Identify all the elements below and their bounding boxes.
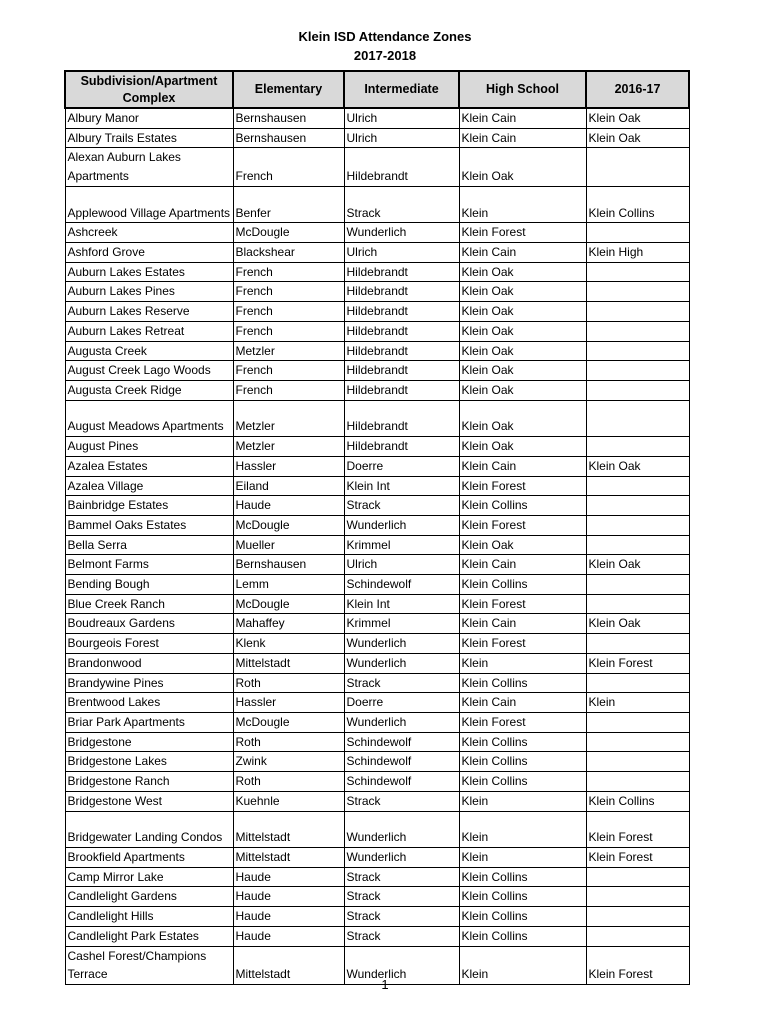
cell-intermediate: Strack <box>344 791 459 811</box>
cell-intermediate: Wunderlich <box>344 653 459 673</box>
cell-subdivision: August Pines <box>65 437 233 457</box>
cell-2016-17: Klein <box>586 693 689 713</box>
cell-subdivision: Bridgestone Lakes <box>65 752 233 772</box>
header-subdivision: Subdivision/Apartment Complex <box>65 71 233 108</box>
cell-intermediate: Schindewolf <box>344 772 459 792</box>
cell-elementary: Metzler <box>233 400 344 437</box>
cell-2016-17: Klein Oak <box>586 555 689 575</box>
cell-2016-17: Klein High <box>586 243 689 263</box>
cell-high-school: Klein Collins <box>459 732 586 752</box>
cell-intermediate: Klein Int <box>344 476 459 496</box>
cell-intermediate: Wunderlich <box>344 634 459 654</box>
cell-intermediate: Strack <box>344 496 459 516</box>
cell-intermediate: Strack <box>344 673 459 693</box>
table-row <box>65 380 689 400</box>
cell-high-school: Klein Cain <box>459 614 586 634</box>
table-row <box>65 223 689 243</box>
cell-subdivision: Brentwood Lakes <box>65 693 233 713</box>
cell-intermediate: Strack <box>344 867 459 887</box>
cell-elementary: French <box>233 361 344 381</box>
cell-intermediate: Klein Int <box>344 594 459 614</box>
cell-high-school: Klein Forest <box>459 634 586 654</box>
cell-elementary: Mittelstadt <box>233 653 344 673</box>
cell-subdivision: Augusta Creek <box>65 341 233 361</box>
cell-intermediate: Strack <box>344 907 459 927</box>
cell-subdivision: Alexan Auburn Lakes Apartments <box>65 148 233 186</box>
cell-high-school: Klein Collins <box>459 772 586 792</box>
cell-intermediate: Hildebrandt <box>344 302 459 322</box>
cell-subdivision: Bridgestone Ranch <box>65 772 233 792</box>
cell-subdivision: Candlelight Hills <box>65 907 233 927</box>
cell-2016-17 <box>586 148 689 186</box>
cell-intermediate: Strack <box>344 186 459 223</box>
cell-2016-17: Klein Oak <box>586 456 689 476</box>
cell-elementary: French <box>233 321 344 341</box>
cell-intermediate: Schindewolf <box>344 752 459 772</box>
cell-subdivision: Applewood Village Apartments <box>65 186 233 223</box>
cell-high-school: Klein Forest <box>459 515 586 535</box>
cell-high-school: Klein <box>459 811 586 848</box>
cell-high-school: Klein Oak <box>459 262 586 282</box>
cell-2016-17 <box>586 437 689 457</box>
cell-high-school: Klein Forest <box>459 223 586 243</box>
cell-subdivision: Boudreaux Gardens <box>65 614 233 634</box>
cell-subdivision: Bridgestone West <box>65 791 233 811</box>
cell-subdivision: Bourgeois Forest <box>65 634 233 654</box>
cell-high-school: Klein Forest <box>459 712 586 732</box>
cell-elementary: Metzler <box>233 437 344 457</box>
cell-elementary: Metzler <box>233 341 344 361</box>
cell-high-school: Klein <box>459 791 586 811</box>
header-2016-17: 2016-17 <box>586 71 689 108</box>
cell-high-school: Klein Collins <box>459 673 586 693</box>
table-row <box>65 186 689 223</box>
cell-intermediate: Ulrich <box>344 243 459 263</box>
cell-high-school: Klein Collins <box>459 907 586 927</box>
cell-2016-17 <box>586 282 689 302</box>
cell-subdivision: Bridgestone <box>65 732 233 752</box>
cell-elementary: Mueller <box>233 535 344 555</box>
table-row <box>65 791 689 811</box>
cell-intermediate: Ulrich <box>344 128 459 148</box>
cell-2016-17: Klein Collins <box>586 186 689 223</box>
cell-subdivision: Azalea Estates <box>65 456 233 476</box>
table-row <box>65 752 689 772</box>
header-high-school: High School <box>459 71 586 108</box>
table-row <box>65 594 689 614</box>
cell-subdivision: Candlelight Park Estates <box>65 926 233 946</box>
table-row <box>65 653 689 673</box>
cell-2016-17: Klein Oak <box>586 128 689 148</box>
cell-high-school: Klein Collins <box>459 926 586 946</box>
table-row <box>65 712 689 732</box>
table-row <box>65 848 689 868</box>
cell-intermediate: Wunderlich <box>344 515 459 535</box>
cell-subdivision: Auburn Lakes Estates <box>65 262 233 282</box>
cell-intermediate: Wunderlich <box>344 946 459 984</box>
cell-subdivision: Albury Manor <box>65 108 233 128</box>
cell-2016-17 <box>586 887 689 907</box>
cell-elementary: Haude <box>233 867 344 887</box>
table-row <box>65 262 689 282</box>
cell-2016-17: Klein Forest <box>586 811 689 848</box>
cell-intermediate: Hildebrandt <box>344 341 459 361</box>
cell-elementary: Mittelstadt <box>233 848 344 868</box>
cell-high-school: Klein Oak <box>459 282 586 302</box>
cell-subdivision: Bridgewater Landing Condos <box>65 811 233 848</box>
cell-subdivision: Brookfield Apartments <box>65 848 233 868</box>
cell-elementary: French <box>233 282 344 302</box>
table-row <box>65 400 689 437</box>
table-row <box>65 907 689 927</box>
cell-2016-17 <box>586 907 689 927</box>
cell-2016-17 <box>586 752 689 772</box>
document-title: Klein ISD Attendance Zones <box>298 29 472 44</box>
cell-2016-17 <box>586 575 689 595</box>
cell-high-school: Klein Cain <box>459 128 586 148</box>
cell-elementary: McDougle <box>233 712 344 732</box>
cell-elementary: French <box>233 262 344 282</box>
document-year: 2017-2018 <box>353 48 417 63</box>
cell-2016-17 <box>586 476 689 496</box>
table-row <box>65 887 689 907</box>
cell-elementary: McDougle <box>233 223 344 243</box>
header-row <box>65 71 689 108</box>
cell-elementary: French <box>233 148 344 186</box>
cell-subdivision: Augusta Creek Ridge <box>65 380 233 400</box>
cell-intermediate: Krimmel <box>344 614 459 634</box>
table-row <box>65 476 689 496</box>
cell-intermediate: Strack <box>344 926 459 946</box>
cell-high-school: Klein Cain <box>459 108 586 128</box>
table-row <box>65 243 689 263</box>
cell-high-school: Klein Collins <box>459 867 586 887</box>
cell-high-school: Klein Oak <box>459 302 586 322</box>
cell-2016-17 <box>586 867 689 887</box>
cell-intermediate: Hildebrandt <box>344 262 459 282</box>
cell-intermediate: Strack <box>344 887 459 907</box>
cell-2016-17 <box>586 361 689 381</box>
cell-intermediate: Hildebrandt <box>344 321 459 341</box>
cell-2016-17 <box>586 772 689 792</box>
cell-elementary: Roth <box>233 673 344 693</box>
cell-intermediate: Doerre <box>344 456 459 476</box>
cell-high-school: Klein Cain <box>459 555 586 575</box>
cell-2016-17 <box>586 926 689 946</box>
table-row <box>65 456 689 476</box>
cell-2016-17: Klein Collins <box>586 791 689 811</box>
cell-subdivision: Bella Serra <box>65 535 233 555</box>
cell-high-school: Klein Oak <box>459 341 586 361</box>
cell-intermediate: Wunderlich <box>344 811 459 848</box>
cell-2016-17 <box>586 496 689 516</box>
cell-2016-17: Klein Oak <box>586 108 689 128</box>
table-row <box>65 614 689 634</box>
cell-elementary: Mahaffey <box>233 614 344 634</box>
cell-2016-17 <box>586 515 689 535</box>
cell-elementary: Blackshear <box>233 243 344 263</box>
cell-intermediate: Hildebrandt <box>344 437 459 457</box>
cell-intermediate: Wunderlich <box>344 712 459 732</box>
cell-elementary: Eiland <box>233 476 344 496</box>
table-row <box>65 108 689 128</box>
cell-intermediate: Schindewolf <box>344 575 459 595</box>
cell-high-school: Klein Cain <box>459 243 586 263</box>
cell-elementary: Hassler <box>233 456 344 476</box>
cell-elementary: Mittelstadt <box>233 946 344 984</box>
cell-intermediate: Krimmel <box>344 535 459 555</box>
cell-intermediate: Hildebrandt <box>344 380 459 400</box>
cell-elementary: Roth <box>233 772 344 792</box>
table-row <box>65 128 689 148</box>
table-row <box>65 772 689 792</box>
cell-2016-17 <box>586 302 689 322</box>
cell-intermediate: Wunderlich <box>344 223 459 243</box>
cell-elementary: Haude <box>233 887 344 907</box>
cell-subdivision: Belmont Farms <box>65 555 233 575</box>
table-row <box>65 535 689 555</box>
cell-elementary: Kuehnle <box>233 791 344 811</box>
cell-elementary: Roth <box>233 732 344 752</box>
table-row <box>65 867 689 887</box>
cell-elementary: Haude <box>233 926 344 946</box>
cell-2016-17 <box>586 594 689 614</box>
cell-high-school: Klein Collins <box>459 887 586 907</box>
cell-high-school: Klein <box>459 848 586 868</box>
cell-subdivision: August Meadows Apartments <box>65 400 233 437</box>
cell-elementary: McDougle <box>233 515 344 535</box>
cell-intermediate: Ulrich <box>344 108 459 128</box>
cell-high-school: Klein Forest <box>459 594 586 614</box>
cell-intermediate: Hildebrandt <box>344 148 459 186</box>
cell-2016-17 <box>586 712 689 732</box>
header-elementary: Elementary <box>233 71 344 108</box>
table-body <box>65 108 689 984</box>
cell-subdivision: Auburn Lakes Retreat <box>65 321 233 341</box>
table-row <box>65 634 689 654</box>
table-row <box>65 302 689 322</box>
cell-subdivision: Ashcreek <box>65 223 233 243</box>
cell-2016-17: Klein Forest <box>586 653 689 673</box>
cell-2016-17: Klein Oak <box>586 614 689 634</box>
table-row <box>65 282 689 302</box>
cell-high-school: Klein <box>459 653 586 673</box>
cell-intermediate: Schindewolf <box>344 732 459 752</box>
cell-subdivision: Candlelight Gardens <box>65 887 233 907</box>
table-row <box>65 361 689 381</box>
cell-elementary: McDougle <box>233 594 344 614</box>
cell-2016-17 <box>586 380 689 400</box>
header-intermediate: Intermediate <box>344 71 459 108</box>
table-row <box>65 437 689 457</box>
cell-2016-17: Klein Forest <box>586 946 689 984</box>
cell-high-school: Klein Oak <box>459 437 586 457</box>
cell-high-school: Klein Oak <box>459 148 586 186</box>
cell-subdivision: Bainbridge Estates <box>65 496 233 516</box>
cell-elementary: Haude <box>233 496 344 516</box>
cell-subdivision: Camp Mirror Lake <box>65 867 233 887</box>
cell-subdivision: Brandywine Pines <box>65 673 233 693</box>
cell-high-school: Klein Oak <box>459 321 586 341</box>
table-row <box>65 555 689 575</box>
cell-2016-17 <box>586 634 689 654</box>
cell-intermediate: Ulrich <box>344 555 459 575</box>
cell-high-school: Klein Collins <box>459 575 586 595</box>
cell-elementary: Haude <box>233 907 344 927</box>
table-row <box>65 575 689 595</box>
cell-elementary: Klenk <box>233 634 344 654</box>
cell-intermediate: Wunderlich <box>344 848 459 868</box>
cell-intermediate: Doerre <box>344 693 459 713</box>
page-number: 1 <box>381 977 389 992</box>
cell-2016-17 <box>586 400 689 437</box>
cell-high-school: Klein <box>459 186 586 223</box>
table-row <box>65 693 689 713</box>
cell-elementary: Bernshausen <box>233 128 344 148</box>
cell-high-school: Klein Collins <box>459 752 586 772</box>
cell-intermediate: Hildebrandt <box>344 361 459 381</box>
cell-subdivision: August Creek Lago Woods <box>65 361 233 381</box>
table-row <box>65 926 689 946</box>
cell-2016-17 <box>586 321 689 341</box>
cell-high-school: Klein Collins <box>459 496 586 516</box>
cell-high-school: Klein Oak <box>459 400 586 437</box>
cell-2016-17 <box>586 262 689 282</box>
cell-2016-17 <box>586 223 689 243</box>
cell-subdivision: Azalea Village <box>65 476 233 496</box>
table-row <box>65 148 689 186</box>
cell-subdivision: Brandonwood <box>65 653 233 673</box>
cell-elementary: Bernshausen <box>233 108 344 128</box>
cell-subdivision: Bending Bough <box>65 575 233 595</box>
cell-intermediate: Hildebrandt <box>344 400 459 437</box>
cell-high-school: Klein Forest <box>459 476 586 496</box>
cell-elementary: Lemm <box>233 575 344 595</box>
table-row <box>65 341 689 361</box>
cell-elementary: Zwink <box>233 752 344 772</box>
cell-high-school: Klein Oak <box>459 361 586 381</box>
table-row <box>65 732 689 752</box>
cell-elementary: Benfer <box>233 186 344 223</box>
cell-2016-17 <box>586 732 689 752</box>
cell-subdivision: Albury Trails Estates <box>65 128 233 148</box>
table-row <box>65 673 689 693</box>
cell-subdivision: Auburn Lakes Reserve <box>65 302 233 322</box>
table-row <box>65 811 689 848</box>
cell-intermediate: Hildebrandt <box>344 282 459 302</box>
table-row <box>65 515 689 535</box>
cell-elementary: French <box>233 380 344 400</box>
table-row <box>65 496 689 516</box>
cell-2016-17 <box>586 535 689 555</box>
cell-elementary: Mittelstadt <box>233 811 344 848</box>
cell-subdivision: Blue Creek Ranch <box>65 594 233 614</box>
cell-2016-17: Klein Forest <box>586 848 689 868</box>
cell-elementary: Bernshausen <box>233 555 344 575</box>
cell-2016-17 <box>586 341 689 361</box>
cell-2016-17 <box>586 673 689 693</box>
cell-high-school: Klein Oak <box>459 380 586 400</box>
cell-high-school: Klein <box>459 946 586 984</box>
cell-subdivision: Auburn Lakes Pines <box>65 282 233 302</box>
attendance-zones-table <box>64 70 690 985</box>
cell-elementary: French <box>233 302 344 322</box>
cell-high-school: Klein Oak <box>459 535 586 555</box>
cell-high-school: Klein Cain <box>459 693 586 713</box>
cell-subdivision: Briar Park Apartments <box>65 712 233 732</box>
cell-subdivision: Bammel Oaks Estates <box>65 515 233 535</box>
table-row <box>65 321 689 341</box>
cell-elementary: Hassler <box>233 693 344 713</box>
cell-subdivision: Cashel Forest/Champions Terrace <box>65 946 233 984</box>
cell-subdivision: Ashford Grove <box>65 243 233 263</box>
cell-high-school: Klein Cain <box>459 456 586 476</box>
